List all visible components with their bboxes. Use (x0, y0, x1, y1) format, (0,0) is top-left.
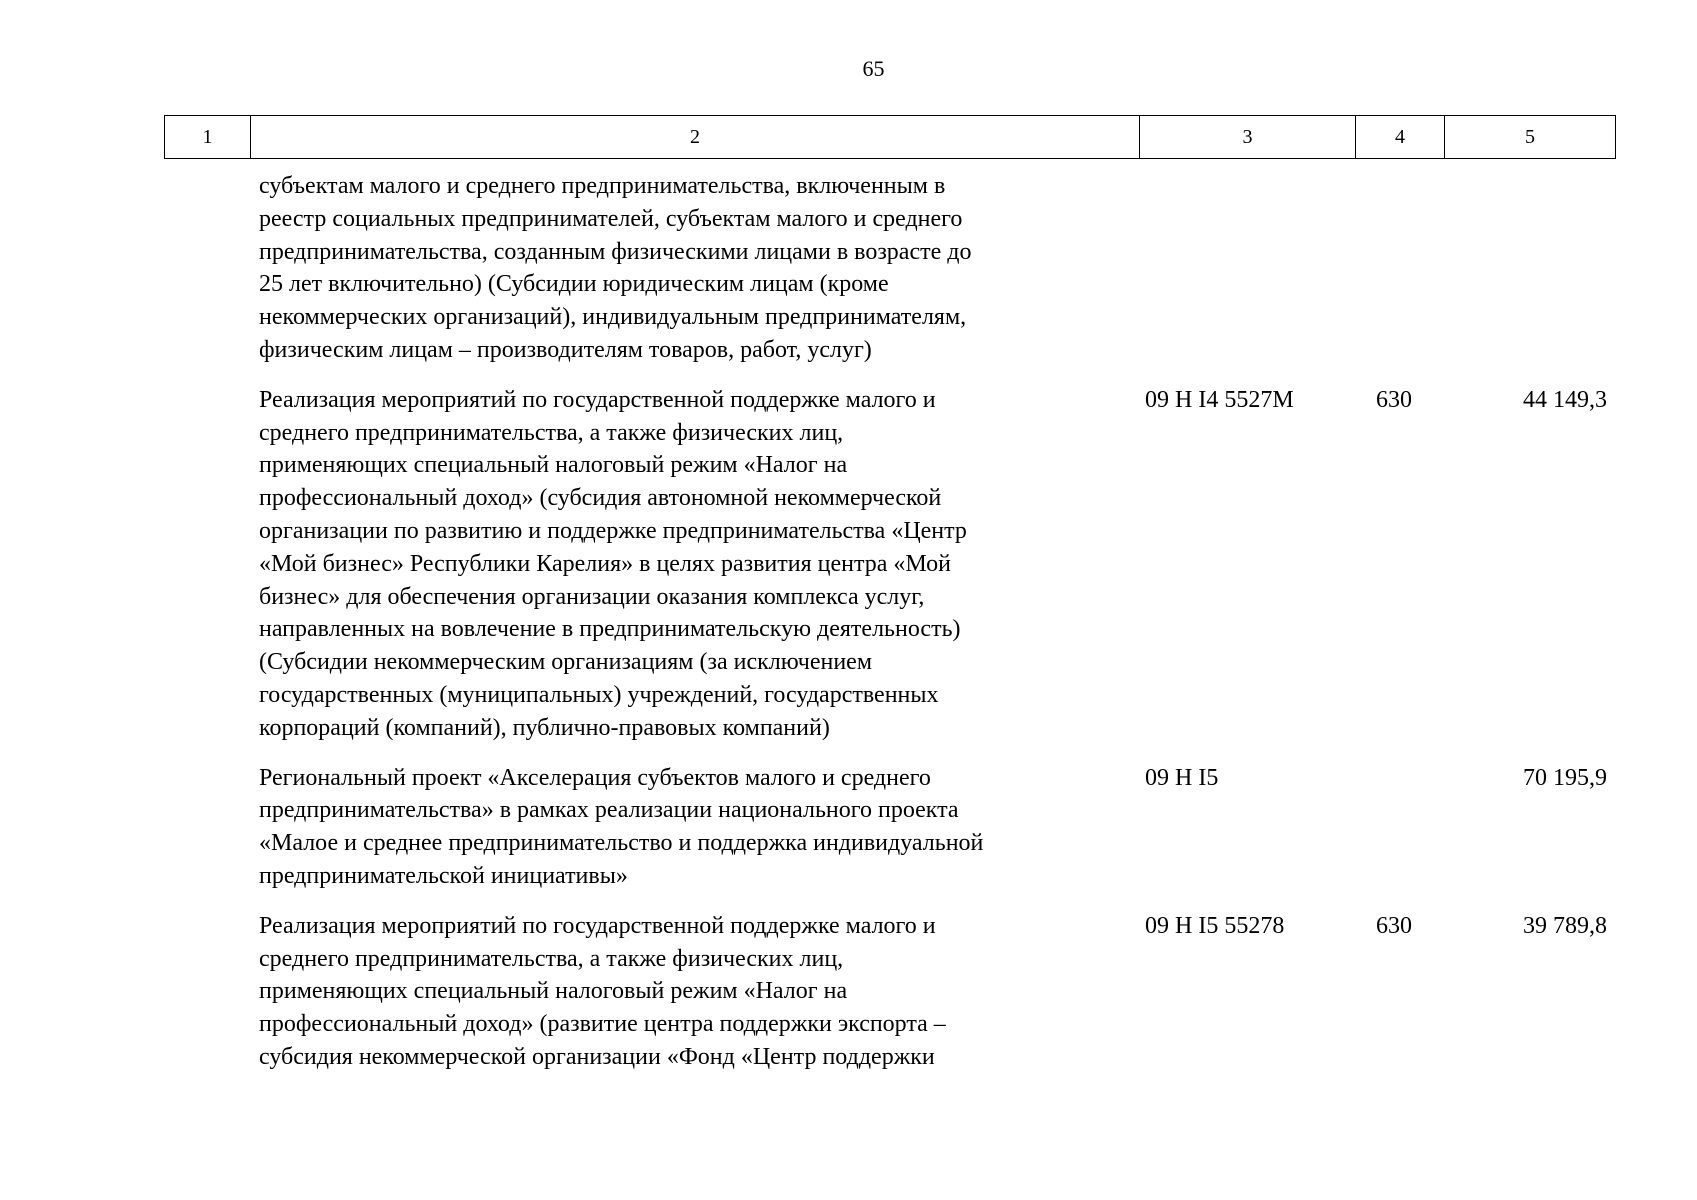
header-col-3: 3 (1140, 116, 1356, 159)
row-name: Региональный проект «Акселерация субъектов малого и среднего предпринимательства» в рамках реализации национального проекта «Малое и среднее предпринимательство и поддержка индивидуальной предпринимательской инициативы» (259, 764, 984, 889)
table-row (164, 910, 1615, 1074)
row-code: 09 Н I4 5527М (1145, 386, 1294, 413)
table-body (164, 170, 1615, 1091)
row-sum: 44 149,3 (1523, 386, 1607, 413)
table-row (164, 170, 1615, 367)
table-row (164, 384, 1615, 745)
row-type: 630 (1376, 912, 1412, 939)
header-row (165, 116, 1616, 159)
table-row (164, 762, 1615, 893)
table-header (164, 115, 1616, 159)
row-sum: 39 789,8 (1523, 912, 1607, 939)
row-name: Реализация мероприятий по государственной поддержке малого и среднего предпринимательства, а также физических лиц, применяющих специальный налоговый режим «Налог на профессиональный доход» (субсидия автономной некоммерческой организации по развитию и поддержке предпринимательства «Центр «Мой бизнес» Республики Карелия» в целях развития центра «Мой бизнес» для обеспечения организации оказания комплекса услуг, направленных на вовлечение в предпринимательскую деятельность) (Субсидии некоммерческим организациям (за исключением государственных (муниципальных) учреждений, государственных корпораций (компаний), публично-правовых компаний) (259, 386, 967, 741)
row-code: 09 Н I5 55278 (1145, 912, 1285, 939)
header-col-1: 1 (165, 116, 251, 159)
row-type: 630 (1376, 386, 1412, 413)
page-number: 65 (862, 56, 885, 81)
row-name: Реализация мероприятий по государственной поддержке малого и среднего предпринимательства, а также физических лиц, применяющих специальный налоговый режим «Налог на профессиональный доход» (развитие центра поддержки экспорта – субсидия некоммерческой организации «Фонд «Центр поддержки (259, 912, 946, 1070)
header-col-4: 4 (1356, 116, 1445, 159)
row-name: субъектам малого и среднего предпринимательства, включенным в реестр социальных предпринимателей, субъектам малого и среднего предпринимательства, созданным физическими лицами в возрасте до 25 лет включительно) (Субсидии юридическим лицам (кроме некоммерческих организаций), индивидуальным предпринимателям, физическим лицам – производителям товаров, работ, услуг) (259, 173, 972, 363)
row-code: 09 Н I5 (1145, 764, 1219, 791)
header-col-2: 2 (251, 116, 1140, 159)
row-sum: 70 195,9 (1523, 764, 1607, 791)
header-col-5: 5 (1445, 116, 1616, 159)
